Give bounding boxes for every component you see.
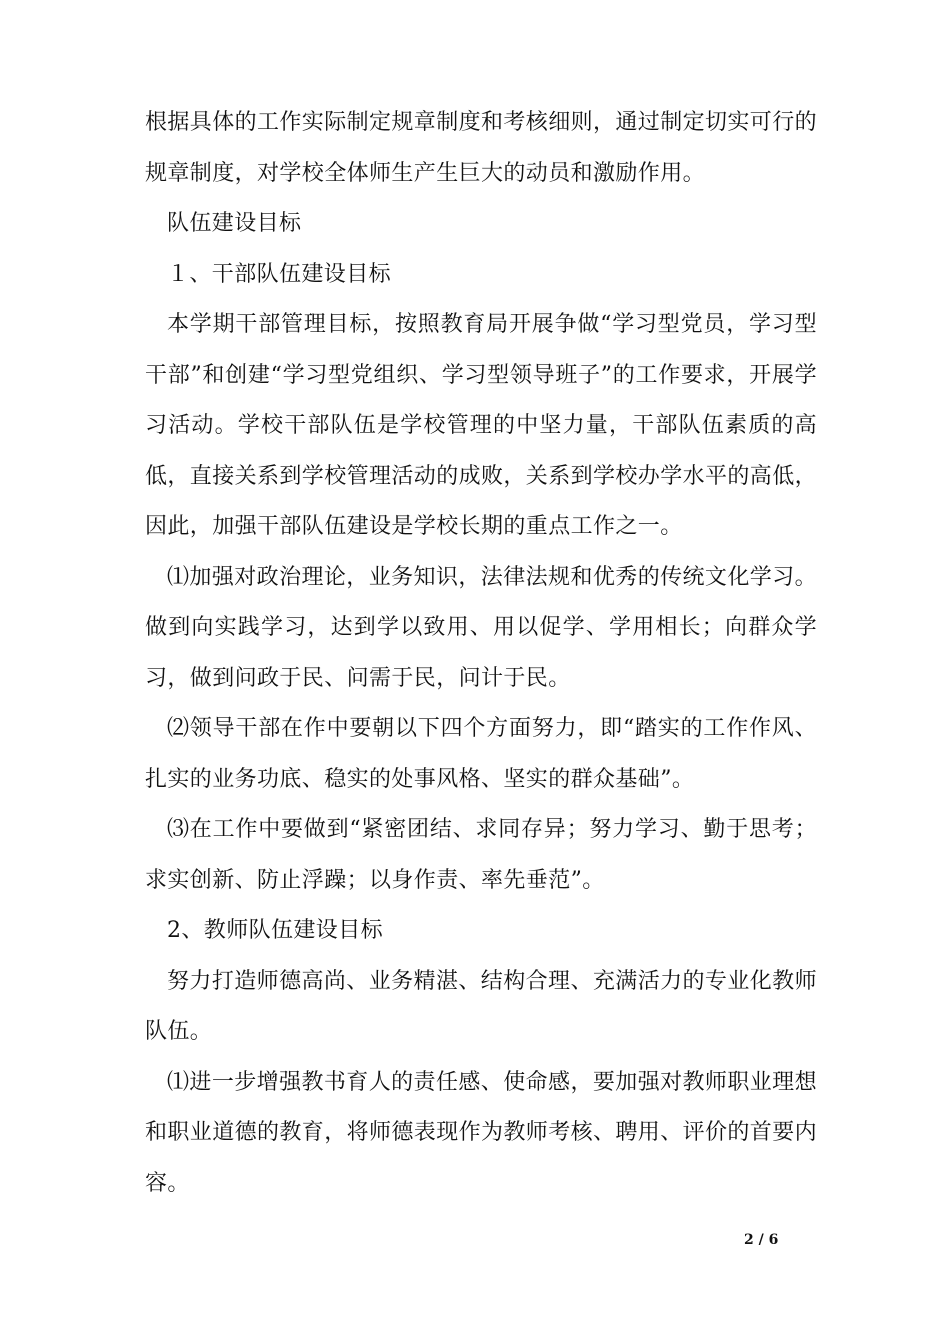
heading-teacher-team-goals: 2、教师队伍建设目标 xyxy=(167,918,383,943)
paragraph-teacher-goal: 努力打造师德高尚、业务精湛、结构合理、充满活力的专业化教师队伍。 xyxy=(145,968,817,1044)
heading-cadre-team-goals: １、干部队伍建设目标 xyxy=(167,261,392,287)
heading-team-building-goals: 队伍建设目标 xyxy=(167,211,302,236)
paragraph-teacher-item-1: ⑴进一步增强教书育人的责任感、使命感，要加强对教师职业理想和职业道德的教育，将师德表现作为教师考核、聘用、评价的首要内容。 xyxy=(145,1069,818,1196)
paragraph-cadre-item-1: ⑴加强对政治理论，业务知识，法律法规和优秀的传统文化学习。做到向实践学习，达到学以致用、用以促学、学用相长；向群众学习，做到问政于民、问需于民，问计于民。 xyxy=(145,564,817,691)
document-body xyxy=(145,98,817,1209)
paragraph-cadre-management: 本学期干部管理目标，按照教育局开展争做“学习型党员，学习型干部”和创建“学习型党组织、学习型领导班子”的工作要求，开展学习活动。学校干部队伍是学校管理的中坚力量，干部队伍素质的高低，直接关系到学校管理活动的成败，关系到学校办学水平的高低，因此，加强干部队伍建设是学校长期的重点工作之一。 xyxy=(145,312,818,539)
page-number: 2 / 6 xyxy=(744,1232,779,1248)
paragraph-cadre-item-2: ⑵领导干部在作中要朝以下四个方面努力，即“踏实的工作作风、扎实的业务功底、稳实的处事风格、坚实的群众基础”。 xyxy=(145,716,817,792)
paragraph-rules: 根据具体的工作实际制定规章制度和考核细则，通过制定切实可行的规章制度，对学校全体师生产生巨大的动员和激励作用。 xyxy=(145,110,818,186)
paragraph-cadre-item-3: ⑶在工作中要做到“紧密团结、求同存异；努力学习、勤于思考；求实创新、防止浮躁；以身作责、率先垂范”。 xyxy=(145,817,817,893)
